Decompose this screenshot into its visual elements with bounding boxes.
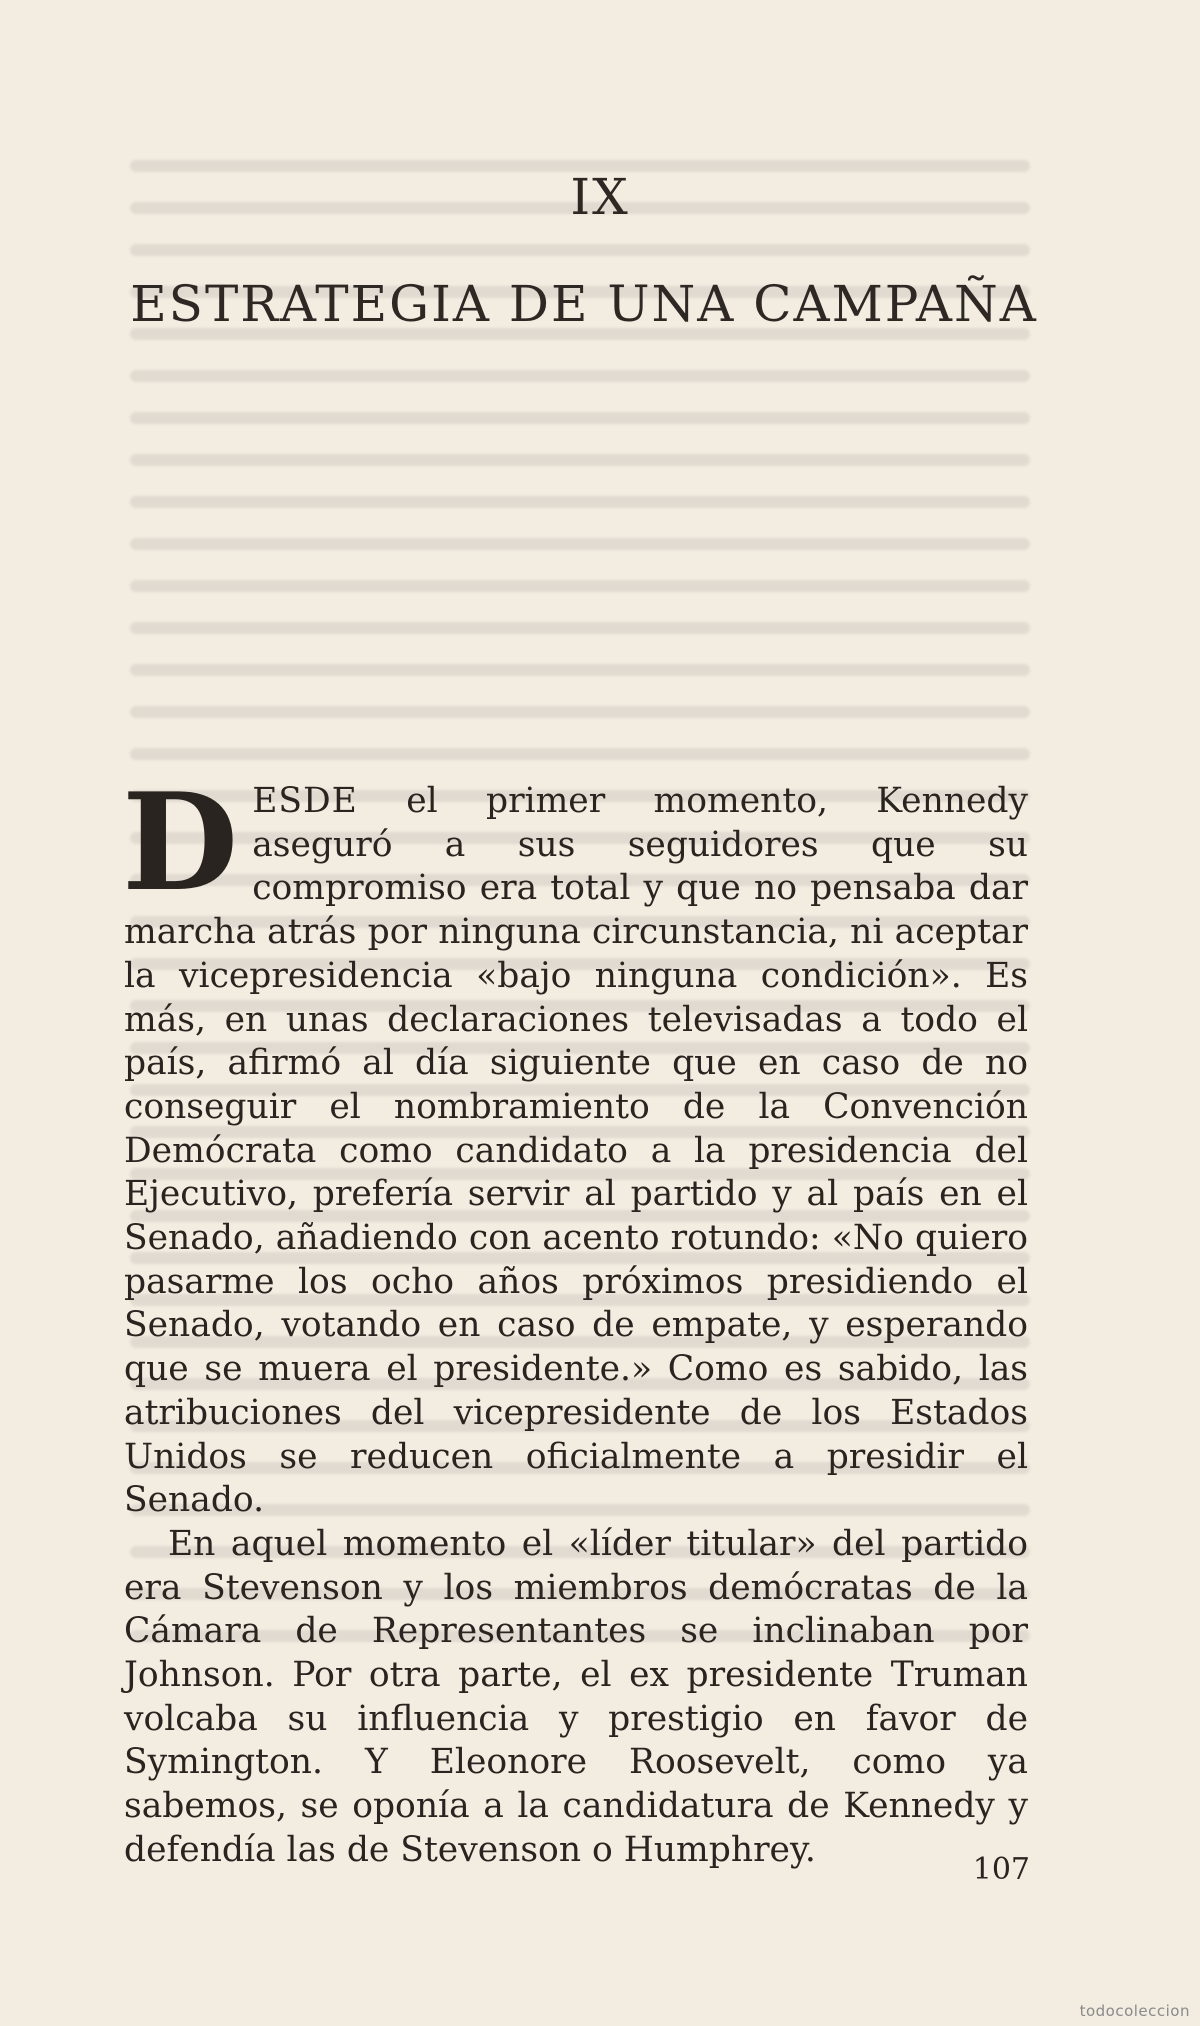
drop-cap: D xyxy=(122,763,239,921)
chapter-number: IX xyxy=(570,168,630,226)
watermark: todocoleccion xyxy=(1079,2002,1190,2020)
page-number: 107 xyxy=(972,1852,1030,1887)
paragraph-1-text: el primer momento, Kennedy aseguró a sus seguidores que su compromiso era total y que no pensaba dar marcha atrás por ninguna circunstancia, ni aceptar la vicepresidencia «bajo ninguna condición». Es más, en unas declaraciones televisadas a todo el país, afirmó al día siguiente que en caso de no conseguir el nombramiento de la Convención Demócrata como candidato a la presidencia del Ejecutivo, prefería servir al partido y al país en el Senado, añadiendo con acento rotundo: «No quiero pasarme los ocho años próximos presidiendo el Senado, votando en caso de empate, y esperando que se muera el presidente.» Como es sabido, las atribuciones del vicepresidente de los Estados Unidos se reducen oficialmente a presidir el Senado. xyxy=(124,781,1028,1521)
body-text xyxy=(122,763,1028,1873)
paragraph-1 xyxy=(122,763,1028,1523)
paragraph-2: En aquel momento el «líder titular» del partido era Stevenson y los miembros demócratas de la Cámara de Representantes se inclinaban por Johnson. Por otra parte, el ex presidente Truman volcaba su influencia y prestigio en favor de Symington. Y Eleonore Roosevelt, como ya sabemos, se oponía a la candidatura de Kennedy y defendía las de Stevenson o Humphrey. xyxy=(124,1523,1028,1870)
chapter-title: ESTRATEGIA DE UNA CAMPAÑA xyxy=(130,275,1038,333)
first-word-smallcaps: ESDE xyxy=(252,781,358,821)
